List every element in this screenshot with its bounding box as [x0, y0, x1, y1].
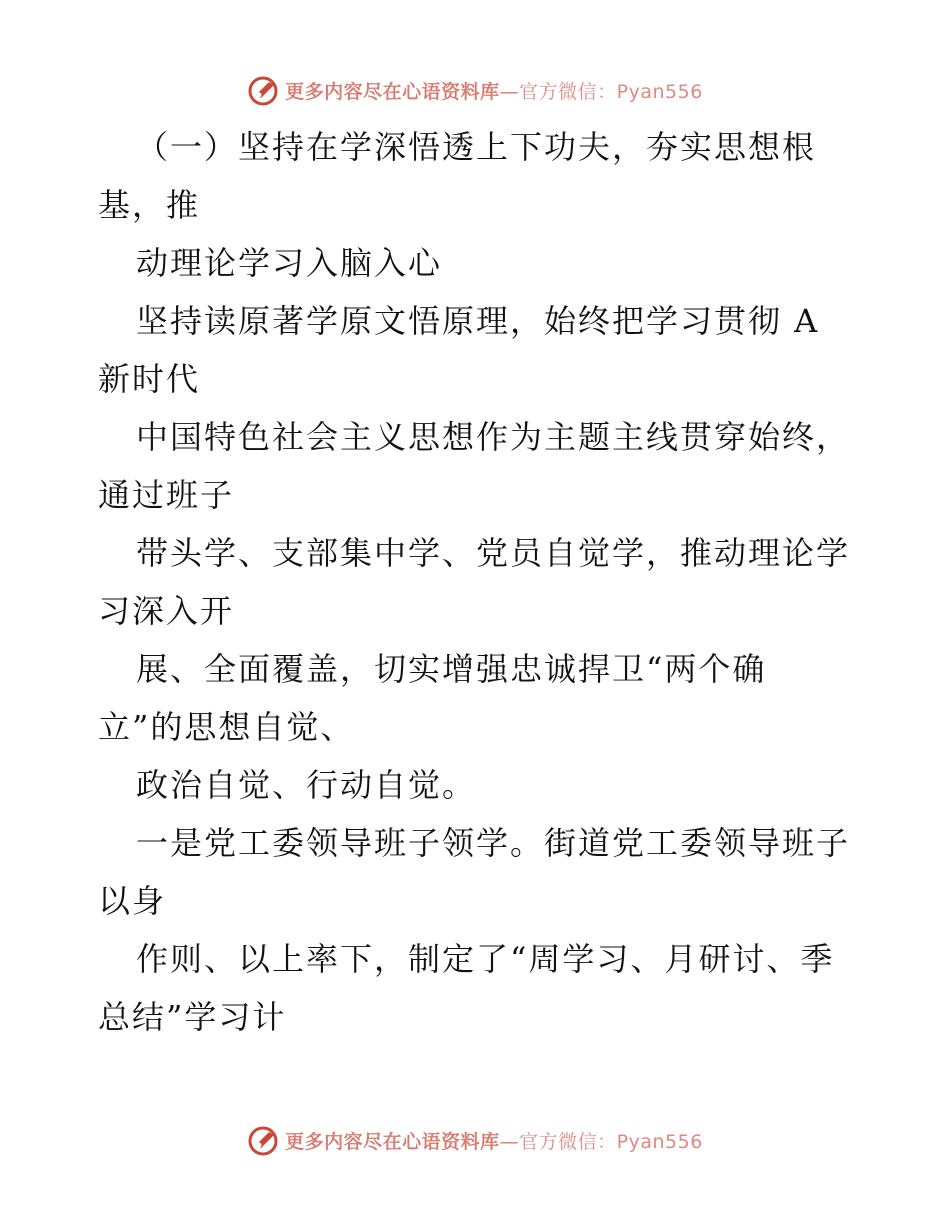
text-line: 坚持读原著学原文悟原理，始终把学习贯彻 A — [136, 302, 820, 340]
pen-nib-circle-icon — [247, 73, 281, 107]
watermark-dash: — — [499, 80, 520, 103]
pen-nib-circle-icon — [247, 1123, 281, 1157]
footer-watermark — [0, 1120, 950, 1160]
text-line: 总结”学习计 — [98, 998, 287, 1036]
watermark-site: 更多内容尽在心语资料库 — [285, 80, 500, 103]
text-line: 以身 — [98, 882, 167, 920]
watermark-site: 更多内容尽在心语资料库 — [285, 1130, 500, 1153]
watermark-text — [285, 77, 703, 104]
text-line: 动理论学习入脑入心 — [136, 244, 443, 282]
watermark-wechat: 官方微信：Pyan556 — [519, 1130, 703, 1153]
watermark-text — [285, 1127, 703, 1154]
text-line: 新时代 — [98, 360, 201, 398]
text-line: 带头学、支部集中学、党员自觉学，推动理论学 — [136, 534, 851, 572]
header-watermark — [0, 70, 950, 110]
text-line: 通过班子 — [98, 476, 235, 514]
text-line: （一）坚持在学深悟透上下功夫，夯实思想根 — [136, 128, 817, 166]
text-line: 中国特色社会主义思想作为主题主线贯穿始终， — [136, 418, 851, 456]
document-body — [98, 118, 858, 1046]
text-line: 展、全面覆盖，切实增强忠诚捍卫“两个确 — [136, 650, 767, 688]
text-line: 政治自觉、行动自觉。 — [136, 766, 477, 804]
text-line: 习深入开 — [98, 592, 235, 630]
text-line: 基，推 — [98, 186, 201, 224]
text-line: 一是党工委领导班子领学。街道党工委领导班子 — [136, 824, 851, 862]
text-line: 作则、以上率下，制定了“周学习、月研讨、季 — [136, 940, 835, 978]
text-line: 立”的思想自觉、 — [98, 708, 355, 746]
watermark-dash: — — [499, 1130, 520, 1153]
watermark-wechat: 官方微信：Pyan556 — [519, 80, 703, 103]
